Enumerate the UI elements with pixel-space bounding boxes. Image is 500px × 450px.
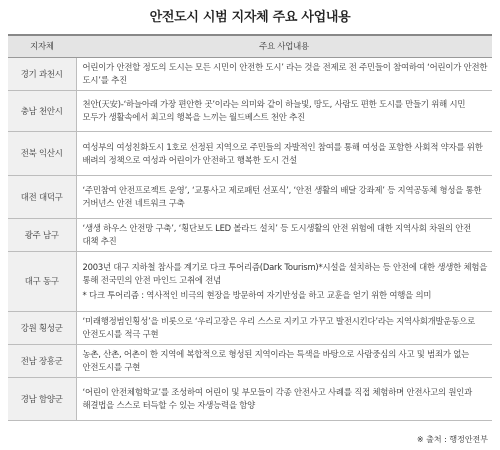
- region-cell: 전남 장흥군: [8, 345, 76, 378]
- table-row: [8, 312, 492, 345]
- table-row: [8, 252, 492, 312]
- content-cell: ‘미래행정범인횡성’을 비롯으로 ‘우리고장은 우리 스스로 지키고 가꾸고 발전시킨다’라는 지역사회개발운동으로 안전도시를 적극 구현: [76, 312, 492, 345]
- source-note: ※ 출처 : 행정안전부: [416, 435, 488, 444]
- table-row: [8, 91, 492, 132]
- table-row: [8, 176, 492, 219]
- footnote-text: * 다크 투어리즘 : 역사적인 비극의 현장을 방문하여 자기반성을 하고 교훈을 얻기 위한 여행을 의미: [82, 290, 432, 300]
- region-cell: 충남 천안시: [8, 91, 76, 132]
- table-row: [8, 219, 492, 252]
- region-cell: 강원 횡성군: [8, 312, 76, 345]
- page-title: 안전도시 시범 지자체 주요 사업내용: [149, 10, 351, 25]
- content-cell: 여성부의 여성친화도시 1호로 선정된 지역으로 주민들의 자발적인 참여를 통해 여성을 포함한 사회적 약자를 위한 배려의 정책으로 여성과 어린이가 안전하고 행복한 도시 건설: [76, 132, 492, 176]
- region-cell: 광주 남구: [8, 219, 76, 252]
- content-cell: [76, 252, 492, 312]
- content-cell: 천안(天安)-‘하늘아래 가장 편안한 곳’이라는 의미와 같이 하늘빛, 땅도, 사람도 편한 도시를 만들기 위해 시민 모두가 생활속에서 최고의 행복을 느끼는 월드베스트 천안 추진: [76, 91, 492, 132]
- content-cell: ‘생생 하우스 안전망 구축’, ‘횡단보도 LED 볼라드 설치’ 등 도시생활의 안전 위험에 대한 지역사회 차원의 안전 대책 추진: [76, 219, 492, 252]
- header-content: 주요 사업내용: [76, 35, 492, 58]
- table-header-row: [8, 35, 492, 58]
- table-row: [8, 58, 492, 91]
- content-cell: ‘어린이 안전체험학교’를 조성하여 어린이 및 부모들이 각종 안전사고 사례를 직접 체험하며 안전사고의 원인과 해결법을 스스로 터득할 수 있는 자생능력을 함양: [76, 378, 492, 421]
- region-cell: 대구 동구: [8, 252, 76, 312]
- region-cell: 경기 과천시: [8, 58, 76, 91]
- region-cell: 대전 대덕구: [8, 176, 76, 219]
- content-cell: ‘주민참여 안전프로젝트 운영’, ‘교통사고 제로패턴 선포식’, ‘안전 생활의 배달 강좌제’ 등 지역공동체 형성을 통한 거버넌스 안전 네트워크 구축: [76, 176, 492, 219]
- region-cell: 전북 익산시: [8, 132, 76, 176]
- content-cell: 농촌, 산촌, 어촌이 한 지역에 복합적으로 형성된 지역이라는 특색을 바탕으로 사람중심의 사고 및 범죄가 없는 안전도시를 구현: [76, 345, 492, 378]
- content-cell: 어린이가 안전할 정도의 도시는 모든 시민이 안전한 도시’ 라는 것을 전제로 전 주민들이 참여하여 ‘어린이가 안전한 도시’를 추진: [76, 58, 492, 91]
- table-row: [8, 132, 492, 176]
- project-table: [8, 34, 492, 421]
- table-row: [8, 378, 492, 421]
- region-cell: 경남 함양군: [8, 378, 76, 421]
- table-row: [8, 345, 492, 378]
- header-region: 지자체: [8, 35, 76, 58]
- content-text: 2003년 대구 지하철 참사를 계기로 다크 투어리즘(Dark Tourism)*시설을 설치하는 등 안전에 대한 생생한 체험을 통해 전국민의 안전 마인드 고취에 전념: [82, 262, 488, 285]
